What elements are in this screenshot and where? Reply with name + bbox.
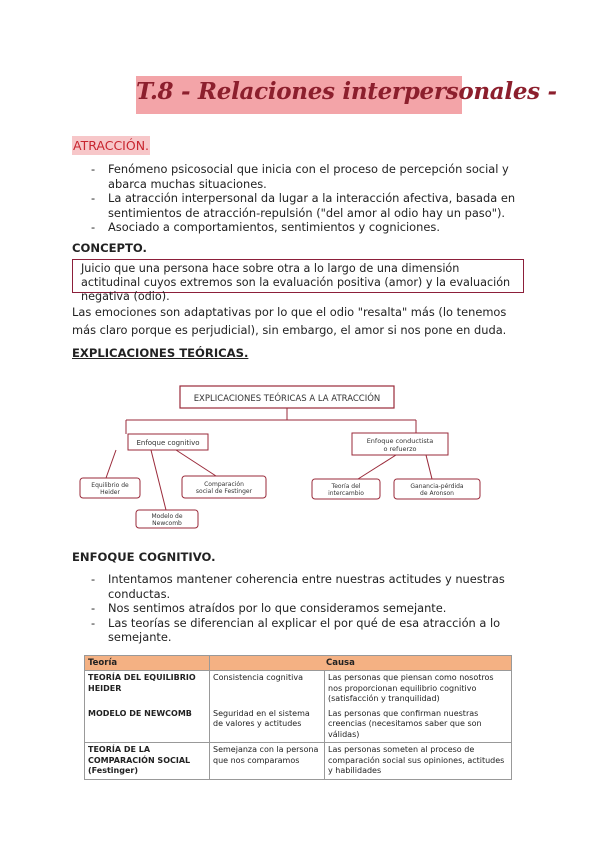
diagram-right-branch-label-1: Enfoque conductista xyxy=(366,437,434,445)
table-cell: Las personas que piensan como nosotros nos proporcionan equilibrio cognitivo (satisfacción y tranquilidad) xyxy=(325,671,512,707)
diagram-right-branch-node xyxy=(352,433,448,455)
table-cell: Consistencia cognitiva xyxy=(210,671,325,707)
diagram-node-intercambio xyxy=(312,479,380,499)
table-header-row xyxy=(85,656,512,671)
section-heading-explicaciones: EXPLICACIONES TEÓRICAS. xyxy=(72,346,249,360)
svg-text:Teoría del: Teoría del xyxy=(331,483,361,490)
diagram-left-branch-label: Enfoque cognitivo xyxy=(136,439,200,447)
diagram-node-aronson xyxy=(394,479,480,499)
svg-text:de Aronson: de Aronson xyxy=(420,490,454,497)
svg-text:Heider: Heider xyxy=(100,489,120,496)
table-cell: MODELO DE NEWCOMB xyxy=(85,707,210,743)
table-cell: Semejanza con la persona que nos comparamos xyxy=(210,743,325,780)
list-item: - La atracción interpersonal da lugar a la interacción afectiva, basada en sentimientos de atracción-repulsión ("del amor al odio hay un paso"). xyxy=(72,191,542,220)
list-item: - Fenómeno psicosocial que inicia con el proceso de percepción social y abarca muchas situaciones. xyxy=(72,162,542,191)
concept-paragraph: Las emociones son adaptativas por lo que el odio "resalta" más (lo tenemos más claro porque es perjudicial), sin embargo, el amor si nos pone en duda. xyxy=(72,305,507,338)
page-title: T.8 - Relaciones interpersonales - xyxy=(136,78,557,105)
diagram-node-festinger xyxy=(182,476,266,498)
svg-text:social de Festinger: social de Festinger xyxy=(195,488,253,495)
table-cell: TEORÍA DEL EQUILIBRIO HEIDER xyxy=(85,671,210,707)
svg-text:intercambio: intercambio xyxy=(328,490,364,497)
diagram-left-branch-node xyxy=(128,434,208,450)
table-row xyxy=(85,671,512,707)
list-item: - Las teorías se diferencian al explicar el por qué de esa atracción a lo semejante. xyxy=(72,616,542,645)
table-row xyxy=(85,707,512,743)
concept-definition-box: Juicio que una persona hace sobre otra a lo largo de una dimensión actitudinal cuyos extremos son la evaluación positiva (amor) y la evaluación negativa (odio). xyxy=(72,259,524,293)
section-heading-cognitivo: ENFOQUE COGNITIVO. xyxy=(72,550,216,564)
table-header-causa: Causa xyxy=(210,656,512,671)
table-cell: Seguridad en el sistema de valores y actitudes xyxy=(210,707,325,743)
diagram-right-branch-label-2: o refuerzo xyxy=(383,445,417,453)
list-item: - Intentamos mantener coherencia entre nuestras actitudes y nuestras conductas. xyxy=(72,572,542,601)
section-heading-atraccion: ATRACCIÓN. xyxy=(73,138,150,153)
cognitivo-bullet-list xyxy=(72,572,542,645)
diagram-root-node xyxy=(180,386,394,408)
svg-text:Equilibrio de: Equilibrio de xyxy=(91,482,129,489)
title-highlight xyxy=(136,76,557,114)
diagram-node-heider xyxy=(80,478,140,498)
table-cell: Las personas que confirman nuestras creencias (necesitamos saber que son válidas) xyxy=(325,707,512,743)
atraccion-bullet-list xyxy=(72,162,542,235)
table-header-teoria: Teoría xyxy=(85,656,210,671)
theories-diagram xyxy=(76,378,496,530)
svg-text:Modelo de: Modelo de xyxy=(151,513,183,520)
list-item: - Asociado a comportamientos, sentimientos y cogniciones. xyxy=(72,220,542,235)
svg-text:Ganancia-pérdida: Ganancia-pérdida xyxy=(410,483,464,490)
table-cell: TEORÍA DE LA COMPARACIÓN SOCIAL (Festinger) xyxy=(85,743,210,780)
svg-text:Comparación: Comparación xyxy=(204,481,244,488)
section-heading-concepto: CONCEPTO. xyxy=(72,241,147,255)
table-cell: Las personas someten al proceso de comparación social sus opiniones, actitudes y habilidades xyxy=(325,743,512,780)
diagram-node-newcomb xyxy=(136,510,198,528)
list-item: - Nos sentimos atraídos por lo que consideramos semejante. xyxy=(72,601,542,616)
diagram-root-label: EXPLICACIONES TEÓRICAS A LA ATRACCIÓN xyxy=(193,394,381,404)
table-row xyxy=(85,743,512,780)
theories-table xyxy=(84,655,512,780)
svg-text:Newcomb: Newcomb xyxy=(152,520,182,527)
